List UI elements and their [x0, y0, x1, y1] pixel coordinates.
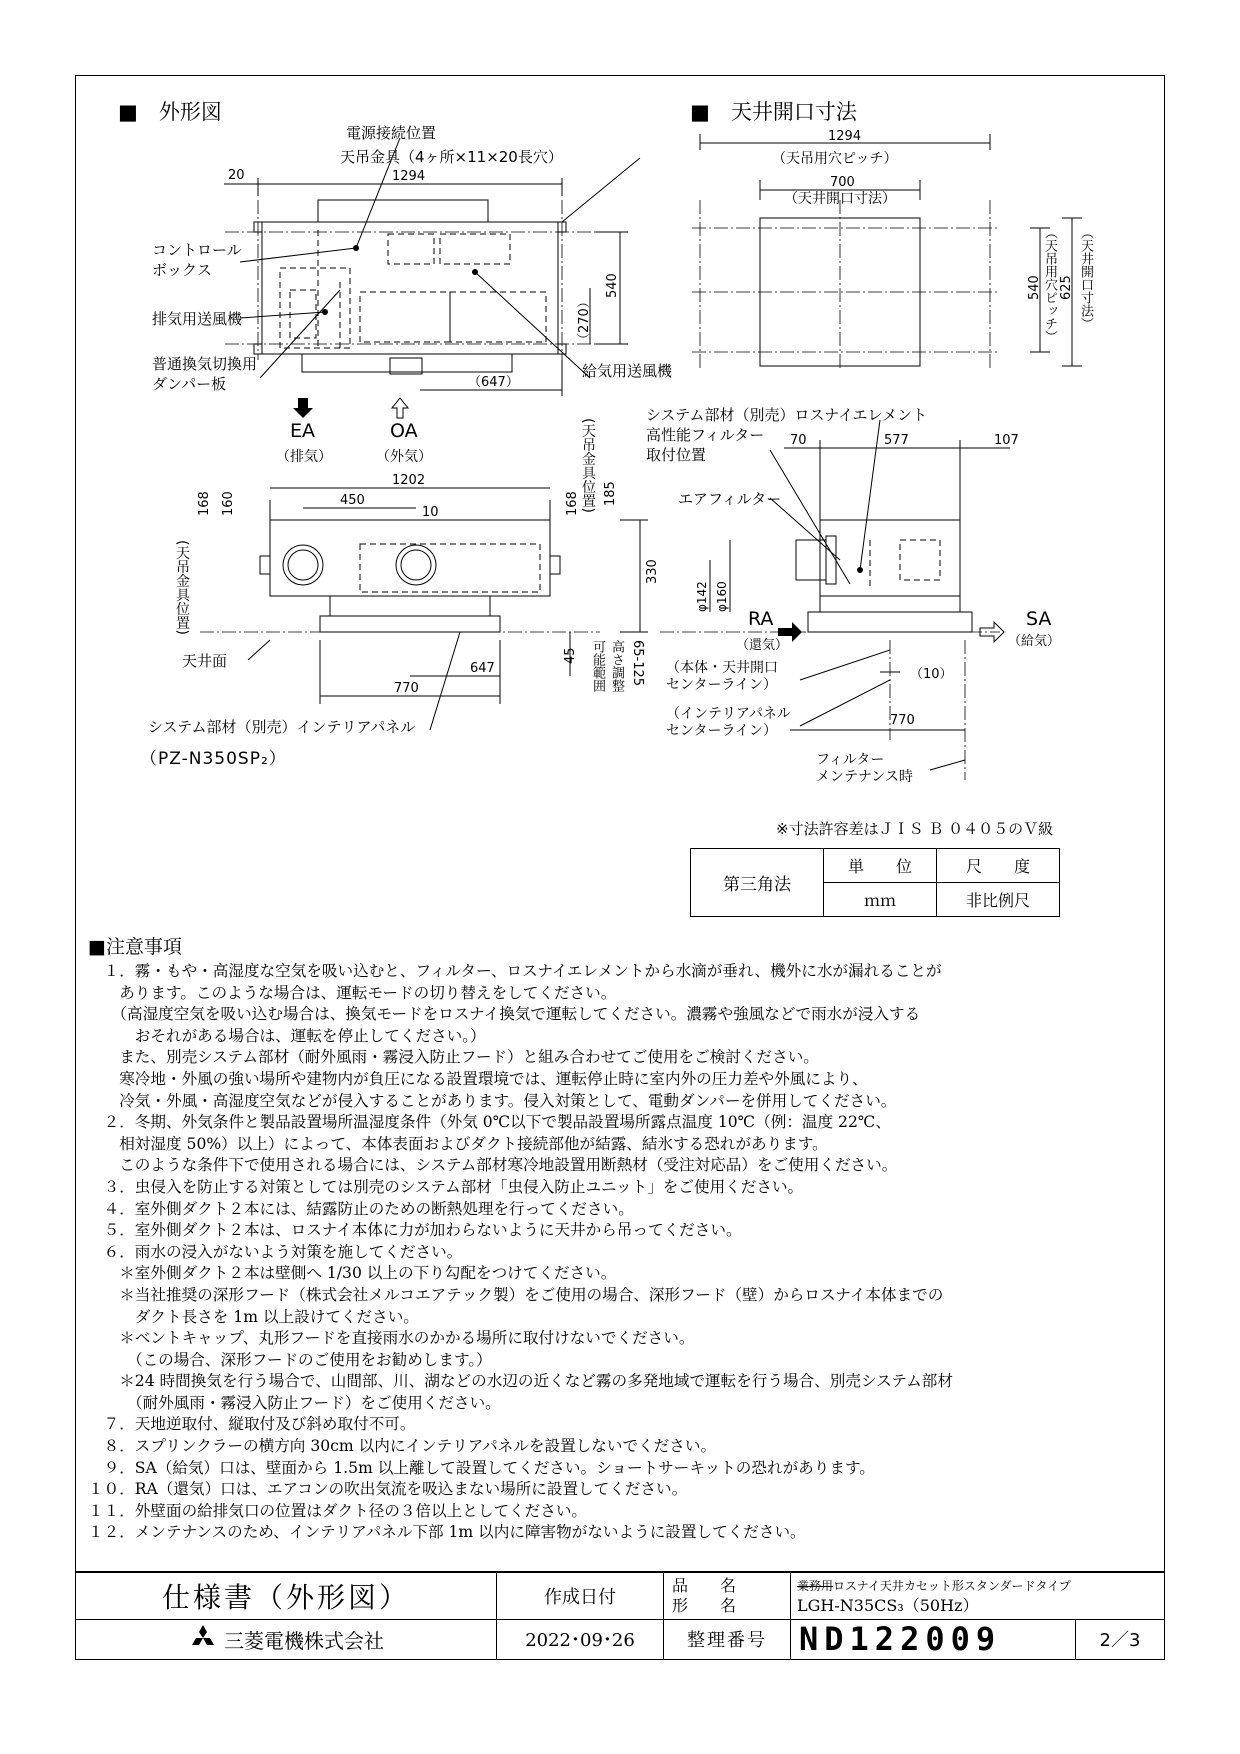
dim-450: 450 [340, 493, 365, 508]
dim-270: （270） [577, 295, 592, 346]
dim-168-left: 168 [197, 491, 212, 516]
label-opening-side: （天井開口寸法） [1078, 226, 1093, 330]
dim-168-right: 168 [565, 491, 580, 516]
ref-label: 整理番号 [664, 1619, 791, 1659]
dim-540-ceil: 540 [1027, 275, 1042, 300]
note-line: あります。このような場合は、運転モードの切り替えをしてください。 [88, 983, 617, 1002]
note-line: ＊室外側ダクト２本は壁側へ 1/30 以上の下り勾配をつけてください。 [88, 1264, 617, 1283]
dim-10-side: （10） [910, 667, 953, 682]
product-cell [791, 1573, 1165, 1620]
label-element: システム部材（別売）ロスナイエレメント [646, 406, 928, 424]
notes-section [88, 935, 1148, 1544]
label-exhaust-fan: 排気用送風機 [152, 310, 243, 328]
company-cell [76, 1619, 497, 1659]
label-hanger-pos-right: (天吊金具位置) [580, 418, 596, 513]
note-line: １．霧・もや・高湿度な空気を吸い込むと、フィルター、ロスナイエレメントから水滴が垂れ、機外に水が漏れることが [88, 962, 942, 980]
label-ra-sub: （還気） [736, 638, 789, 653]
doc-title: 仕様書（外形図） [76, 1573, 497, 1620]
note-line: （耐外風雨・霧浸入防止フード）をご使用ください。 [88, 1393, 501, 1412]
note-line: ２．冬期、外気条件と製品設置場所温湿度条件（外気 0℃以下で製品設置場所露点温度 10℃（例：温度 22℃、 [88, 1113, 891, 1132]
note-line: １２．メンテナンスのため、インテリアパネル下部 1m 以内に障害物がないように設置してください。 [88, 1523, 806, 1542]
label-ra: RA [748, 608, 774, 630]
note-line: おそれがある場合は、運転を停止してください。） [88, 1026, 486, 1045]
note-line: ８．スプリンクラーの横方向 30cm 以内にインテリアパネルを設置しないでください。 [88, 1437, 717, 1456]
top-view [224, 138, 640, 418]
note-line: 冷気・外風・高湿度空気などが侵入することがあります。侵入対策として、電動ダンパーを併用してください。 [88, 1091, 897, 1110]
label-filter-maint: フィルター メンテナンス時 [816, 752, 913, 785]
label-hanger: 天吊金具（4ヶ所×11×20長穴） [340, 148, 563, 166]
label-power-connection: 電源接続位置 [346, 124, 437, 142]
product-name-line [797, 1576, 1164, 1596]
dim-20: 20 [228, 168, 245, 183]
label-control-box: コントロール ボックス [152, 241, 242, 279]
label-height-range: 65-125 [630, 640, 645, 687]
dim-phi142: φ142 [695, 581, 709, 612]
name-labels [664, 1573, 791, 1620]
scale-value: 非比例尺 [937, 883, 1060, 917]
product-name: ロスナイ天井カセット形スタンダードタイプ [833, 1578, 1071, 1593]
model-label: 形 名 [672, 1595, 737, 1615]
dim-185: 185 [603, 481, 618, 506]
note-line: また、別売システム部材（耐外風雨・霧浸入防止フード）と組み合わせてご使用をご検討ください。 [88, 1048, 819, 1067]
dim-107: 107 [994, 433, 1019, 448]
label-oa-sub: （外気） [376, 449, 432, 465]
company-name: 三菱電機株式会社 [224, 1628, 384, 1653]
dim-70: 70 [790, 433, 807, 448]
dim-647-front: 647 [470, 661, 495, 676]
ceiling-opening-view [692, 134, 1082, 370]
note-line: 相対湿度 50%）以上）によって、本体表面およびダクト接続部他が結露、結氷する恐れがあります。 [88, 1134, 828, 1153]
dim-700: 700 [830, 175, 855, 190]
note-line: １０．RA（還気）口は、エアコンの吹出気流を吸込まない場所に設置してください。 [88, 1480, 688, 1499]
model-name: LGH-N35CS₃（50Hz） [797, 1595, 979, 1615]
dim-45: 45 [563, 647, 578, 664]
section-ceiling-title: ■ 天井開口寸法 [690, 100, 857, 124]
label-sa: SA [1026, 608, 1052, 630]
created-label: 作成日付 [497, 1573, 664, 1620]
page-number: 2／3 [1076, 1619, 1165, 1659]
note-line: ５．室外側ダクト２本は、ロスナイ本体に力が加わらないように天井から吊ってください。 [88, 1221, 742, 1240]
label-panel-model: （PZ-N350SP₂） [140, 749, 287, 769]
label-ceiling-face: 天井面 [182, 652, 228, 670]
label-interior-panel: システム部材（別売）インテリアパネル [148, 718, 416, 736]
dim-577: 577 [884, 433, 909, 448]
title-block [75, 1572, 1165, 1660]
note-line: １１．外壁面の給排気口の位置はダクト径の３倍以上としてください。 [88, 1501, 588, 1520]
label-filter-pos: 取付位置 [646, 446, 707, 464]
created-date: 2022･09･26 [497, 1619, 664, 1659]
note-line: ＊24 時間換気を行う場合で、山間部、川、湖などの水辺の近くなど霧の多発地域で運転を行う場合、別売システム部材 [88, 1372, 953, 1391]
ref-number: ND122009 [791, 1619, 1076, 1659]
dim-1202: 1202 [392, 473, 426, 488]
note-line: ４．室外側ダクト２本には、結露防止のための断熱処理を行ってください。 [88, 1199, 634, 1218]
dim-770-front: 770 [394, 681, 419, 696]
label-center-panel: （インテリアパネル センターライン） [666, 706, 791, 739]
notes-heading: ■注意事項 [88, 936, 182, 958]
dim-625: 625 [1059, 275, 1074, 300]
dim-770-side: 770 [890, 713, 915, 728]
note-line: このような条件下で使用される場合には、システム部材寒冷地設置用断熱材（受注対応品）をご使用ください。 [88, 1156, 898, 1175]
label-oa: OA [390, 420, 418, 442]
note-line: ダクト長さを 1m 以上設けてください。 [88, 1307, 419, 1326]
note-line: （高湿度空気を吸い込む場合は、換気モードをロスナイ換気で運転してください。濃霧や強風などで雨水が浸入する [88, 1005, 921, 1024]
label-air-filter: エアフィルター [678, 490, 782, 508]
unit-value: ｍｍ [824, 883, 937, 917]
note-line: ＊ベントキャップ、丸形フードを直接雨水のかかる場所に取付けないでください。 [88, 1329, 695, 1348]
label-pitch-top: （天吊用穴ピッチ） [772, 151, 898, 167]
dimension-labels [197, 129, 1074, 728]
dim-160: 160 [221, 491, 236, 516]
product-label: 品 名 [672, 1575, 737, 1595]
projection-method: 第三角法 [691, 849, 824, 917]
notes-list [88, 961, 1148, 1544]
label-opening-top: （天井開口寸法） [784, 191, 896, 207]
label-supply-fan: 給気用送風機 [582, 362, 673, 380]
label-sa-sub: （給気） [1008, 634, 1061, 649]
dim-330: 330 [645, 559, 660, 584]
tolerance-note: ※寸法許容差はＪＩＳ Ｂ ０４０５のＶ級 [776, 820, 1054, 838]
mitsubishi-logo-icon [188, 1624, 218, 1655]
note-line: ９．SA（給気）口は、壁面から 1.5m 以上離して設置してください。ショートサーキットの恐れがあります。 [88, 1458, 875, 1477]
note-line: （この場合、深形フードのご使用をお勧めします。） [88, 1350, 492, 1369]
scale-header: 尺 度 [937, 849, 1060, 883]
note-line: 寒冷地・外風の強い場所や建物内が負圧になる設置環境では、運転停止時に室内外の圧力差や外風により、 [88, 1069, 868, 1088]
dim-10: 10 [422, 505, 439, 520]
label-height-adjust: 高さ調整 可能範囲 [590, 640, 624, 692]
note-line: ６．雨水の浸入がないよう対策を施してください。 [88, 1242, 463, 1261]
dim-1294-ceil: 1294 [828, 129, 862, 144]
note-line: ＊当社推奨の深形フード（株式会社メルコエアテック製）をご使用の場合、深形フード（壁）からロスナイ本体までの [88, 1285, 944, 1304]
note-line: ３．虫侵入を防止する対策としては別売のシステム部材「虫侵入防止ユニット」をご使用ください。 [88, 1177, 804, 1196]
dim-phi160: φ160 [715, 581, 729, 612]
unit-header: 単 位 [824, 849, 937, 883]
label-ea: EA [290, 420, 316, 442]
label-pitch-side: （天吊用穴ピッチ） [1042, 226, 1057, 343]
label-hanger-pos-left: (天吊金具位置) [174, 540, 190, 635]
dim-540-left: 540 [605, 273, 620, 298]
label-ea-sub: （排気） [276, 449, 332, 465]
label-filter-hp: 高性能フィルター [646, 426, 765, 444]
projection-table [690, 848, 1060, 917]
dim-647-top: （647） [468, 375, 519, 390]
note-line: ７．天地逆取付、縦取付及び斜め取付不可。 [88, 1415, 416, 1434]
section-outline-title: ■ 外形図 [118, 100, 222, 124]
dim-1294-top: 1294 [392, 169, 426, 184]
product-struck: 業務用 [797, 1578, 834, 1593]
label-damper: 普通換気切換用 ダンパー板 [152, 355, 258, 393]
label-center-body: （本体・天井開口 センターライン） [666, 660, 778, 693]
